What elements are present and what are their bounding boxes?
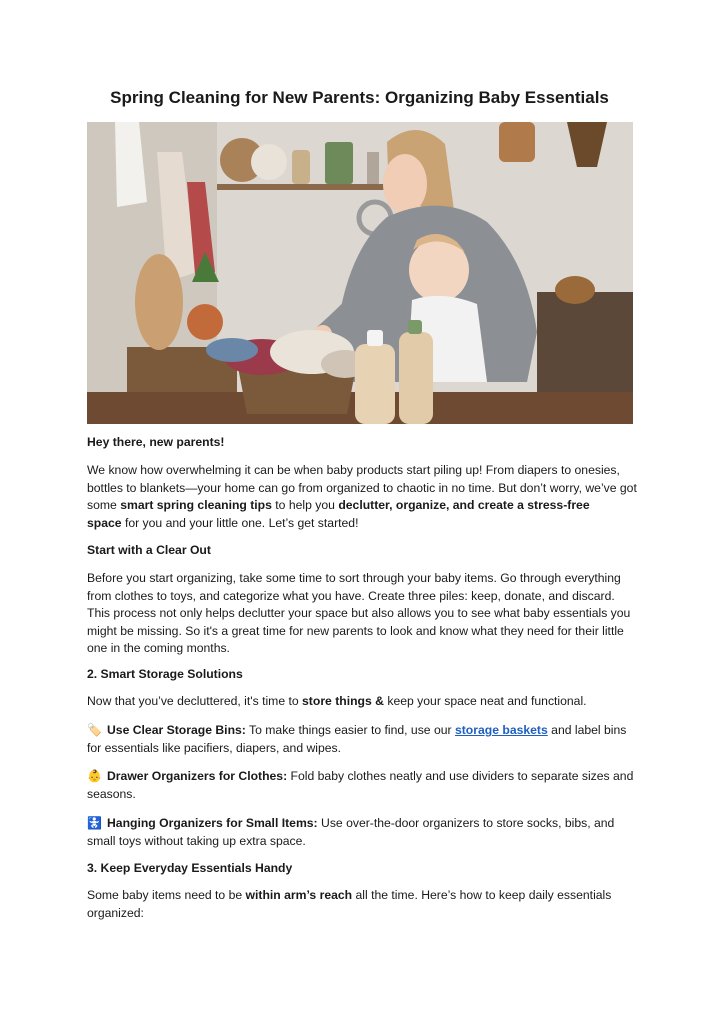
hero-image	[87, 122, 633, 424]
storage-item-hanging-organizers: 🚼 Hanging Organizers for Small Items: Use over-the-door organizers to store socks, bibs, and small toys without taking up extra space.	[87, 816, 615, 848]
storage-item-drawer-organizers: 👶 Drawer Organizers for Clothes: Fold baby clothes neatly and use dividers to separate sizes and seasons.	[87, 769, 634, 801]
section1-heading: Start with a Clear Out	[87, 543, 211, 557]
section2-heading: 2. Smart Storage Solutions	[87, 667, 243, 681]
section3-intro: Some baby items need to be within arm’s reach all the time. Here’s how to keep daily essentials organized:	[87, 888, 612, 920]
greeting: Hey there, new parents!	[87, 435, 225, 449]
section3-heading: 3. Keep Everyday Essentials Handy	[87, 861, 293, 875]
storage-item-clear-bins: 🏷️ Use Clear Storage Bins: To make things easier to find, use our storage baskets and label bins for essentials like pacifiers, diapers, and wipes.	[87, 723, 627, 755]
hero-illustration	[87, 122, 633, 424]
storage-baskets-link[interactable]: storage baskets	[454, 723, 548, 737]
label-tag-icon: 🏷️	[87, 723, 102, 737]
section2-intro: Now that you’ve decluttered, it's time to store things & keep your space neat and functional.	[87, 694, 587, 708]
baby-symbol-icon: 🚼	[87, 816, 102, 830]
page-title: Spring Cleaning for New Parents: Organizing Baby Essentials	[110, 88, 609, 107]
section1-body: Before you start organizing, take some time to sort through your baby items. Go through everything from clothes to toys, and categorize what you have. Create three piles: keep, donate, and discard. This process not only helps declutter your space but also allows you to see what baby essentials you might be missing. So it's a great time for new parents to look and know what they need for their little one in the coming months.	[87, 571, 631, 655]
baby-icon: 👶	[87, 769, 102, 783]
intro-paragraph: We know how overwhelming it can be when baby products start piling up! From diapers to onesies, bottles to blankets—your home can go from organized to chaotic in no time. But don’t worry, we’ve got some smart spring cleaning tips to help you declutter, organize, and create a stress-free space for you and your little one. Let’s get started!	[87, 463, 637, 530]
